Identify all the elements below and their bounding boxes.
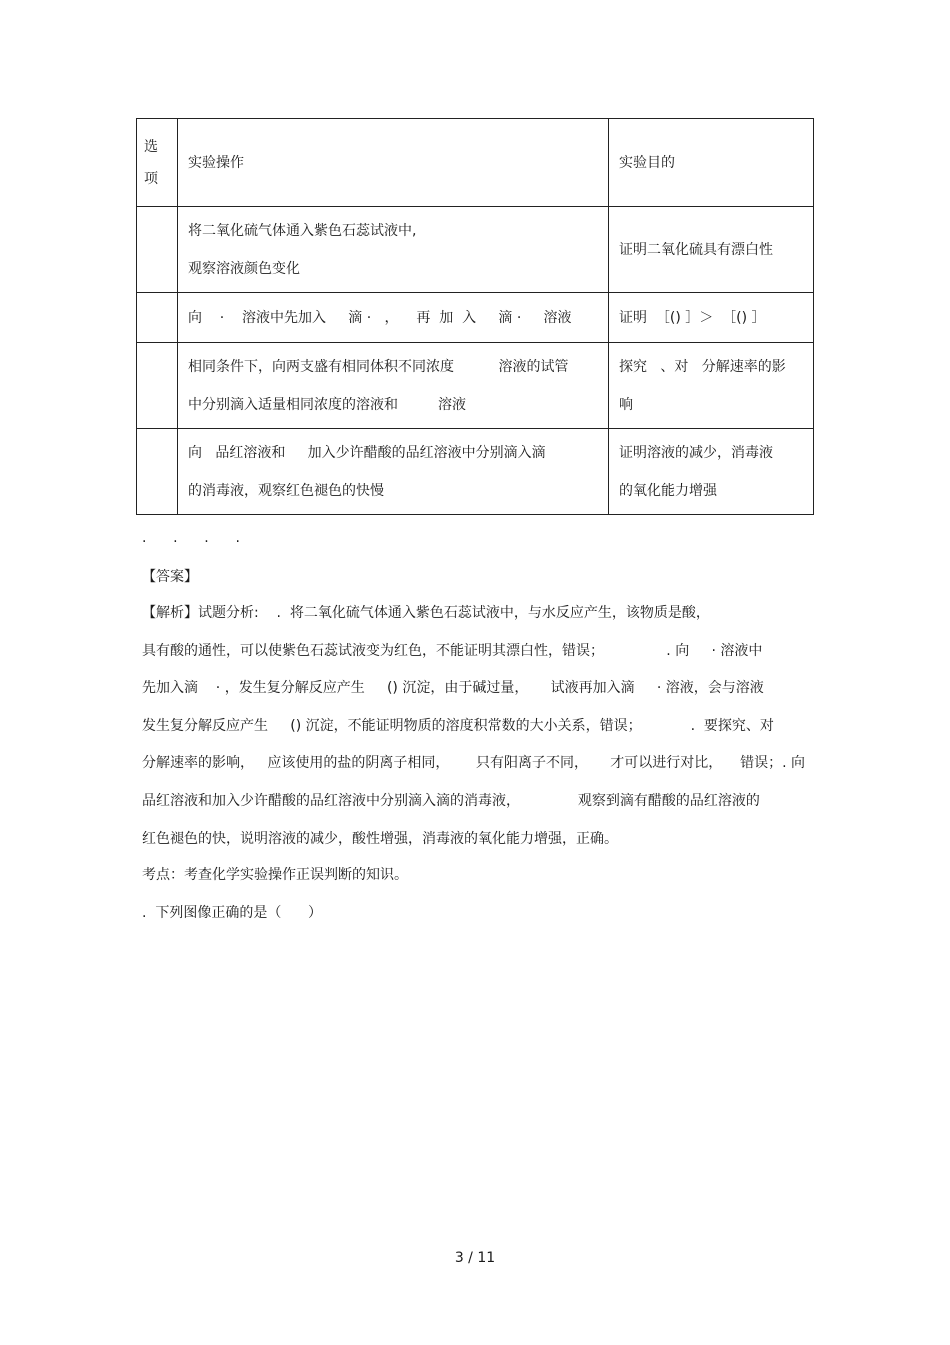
analysis-line: 具有酸的通性，可以使紫色石蕊试液变为红色，不能证明其漂白性，错误； . 向 · 溶液中 — [142, 642, 763, 659]
page-number: 3 / 11 — [454, 1250, 496, 1266]
purpose-line: 的氧化能力增强 — [619, 482, 717, 499]
exam-point: 考点：考查化学实验操作正误判断的知识。 — [142, 867, 408, 883]
analysis-line: 品红溶液和加入少许醋酸的品红溶液中分别滴入滴的消毒液， 观察到滴有醋酸的品红溶液的 — [142, 792, 760, 809]
table-row — [137, 207, 814, 293]
operation-line: 将二氧化硫气体通入紫色石蕊试液中, — [188, 222, 417, 239]
operation-line: 相同条件下，向两支盛有相同体积不同浓度 溶液的试管 — [188, 358, 569, 375]
analysis-line: 分解速率的影响， 应该使用的盐的阴离子相同， 只有阳离子不同， 才可以进行对比， 错误；. 向 — [142, 755, 806, 772]
purpose-line: 证明溶液的减少，消毒液 — [619, 444, 773, 461]
next-question: . 下列图像正确的是（ ） — [142, 905, 323, 921]
experiment-table — [136, 118, 814, 515]
purpose-line: 证明二氧化硫具有漂白性 — [619, 241, 773, 258]
table-header-row — [137, 119, 814, 207]
purpose-line: 证明 ［() ］＞ ［() ］ — [619, 309, 766, 326]
analysis-line: 先加入滴 · ，发生复分解反应产生 () 沉淀，由于碱过量， 试液再加入滴 · 溶液，会与溶液 — [142, 680, 764, 697]
operation-line: 的消毒液，观察红色褪色的快慢 — [188, 482, 384, 499]
header-option-line2: 项 — [144, 170, 158, 187]
analysis-line: 红色褪色的快，说明溶液的减少，酸性增强，消毒液的氧化能力增强，正确。 — [142, 830, 618, 847]
row-purpose — [609, 293, 814, 343]
operation-line: 向 · 溶液中先加入 滴 · ， 再 加 入 滴 · 溶液 — [188, 309, 572, 326]
row-operation — [178, 293, 609, 343]
row-purpose — [609, 429, 814, 515]
header-operation: 实验操作 — [178, 119, 609, 207]
purpose-line: 响 — [619, 396, 633, 413]
analysis-line: 发生复分解反应产生 () 沉淀，不能证明物质的溶度积常数的大小关系，错误； . 要探究、对 — [142, 717, 774, 734]
row-option — [137, 293, 178, 343]
table-row — [137, 343, 814, 429]
analysis-paragraph — [142, 600, 822, 863]
header-option-line1: 选 — [144, 138, 158, 155]
row-purpose — [609, 343, 814, 429]
row-option — [137, 343, 178, 429]
row-operation — [178, 207, 609, 293]
row-option — [137, 207, 178, 293]
answer-label: 【答案】 — [142, 569, 198, 585]
purpose-line: 探究 、对 分解速率的影 — [619, 358, 786, 375]
row-operation — [178, 429, 609, 515]
table-row — [137, 429, 814, 515]
row-option — [137, 429, 178, 515]
operation-line: 观察溶液颜色变化 — [188, 260, 300, 277]
operation-line: 向 品红溶液和 加入少许醋酸的品红溶液中分别滴入滴 — [188, 444, 546, 461]
header-option — [137, 119, 178, 207]
row-purpose — [609, 207, 814, 293]
table-row — [137, 293, 814, 343]
analysis-line: 【解析】试题分析: . 将二氧化硫气体通入紫色石蕊试液中，与水反应产生，该物质是酸， — [142, 605, 710, 621]
answer-options-line: . . . . — [142, 530, 240, 546]
operation-line: 中分别滴入适量相同浓度的溶液和 溶液 — [188, 396, 467, 413]
header-purpose: 实验目的 — [609, 119, 814, 207]
row-operation — [178, 343, 609, 429]
